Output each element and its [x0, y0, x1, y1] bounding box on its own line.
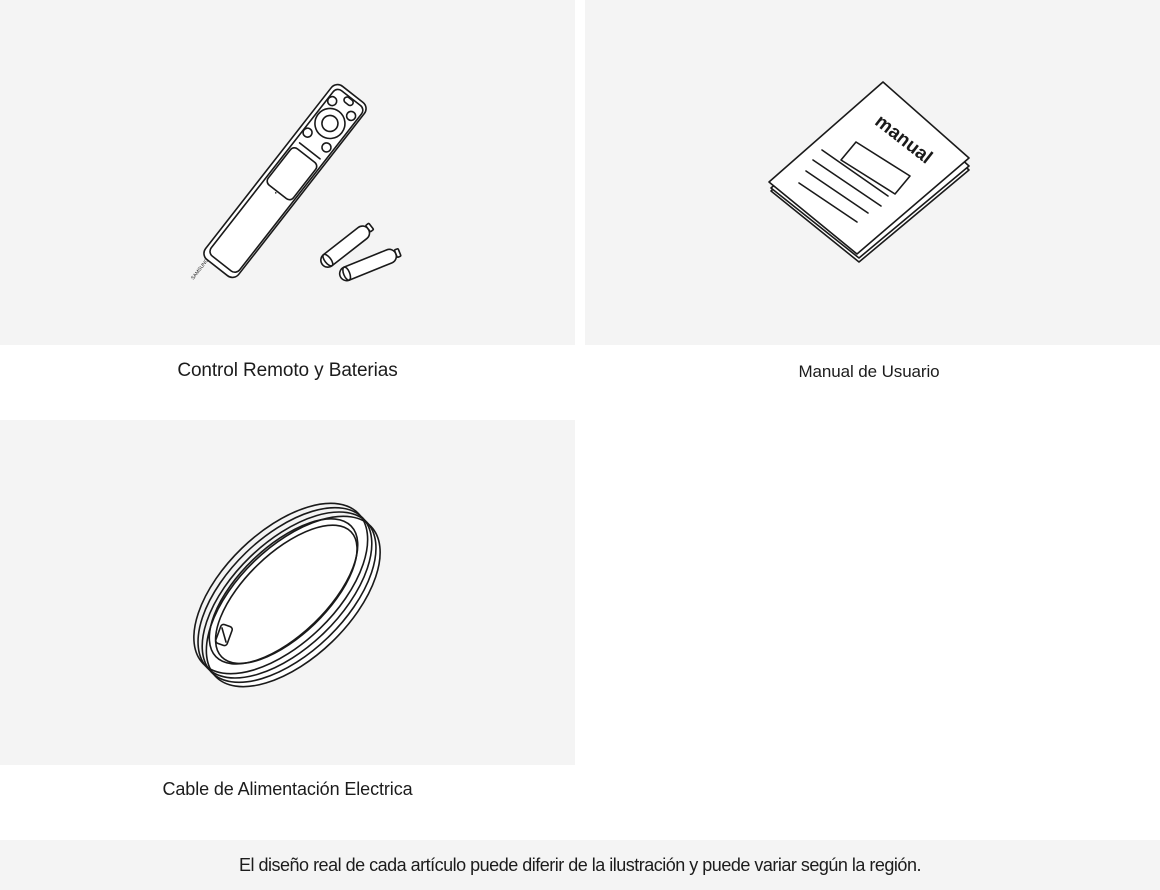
remote-brand-text: SAMSUNG	[190, 257, 211, 282]
remote-and-batteries-icon	[0, 0, 575, 345]
power-cable-icon	[0, 420, 575, 765]
manual-caption: Manual de Usuario	[798, 362, 940, 381]
manual-tile	[585, 0, 1160, 345]
manual-cover-text: manual	[870, 110, 937, 169]
cable-tile	[0, 420, 575, 765]
remote-caption: Control Remoto y Baterias	[177, 360, 398, 381]
user-manual-icon	[585, 0, 1160, 345]
cable-caption: Cable de Alimentación Electrica	[162, 779, 413, 799]
disclaimer-bar	[0, 840, 1160, 890]
disclaimer-text: El diseño real de cada artículo puede diferir de la ilustración y puede variar según la región.	[239, 854, 921, 875]
remote-tile	[0, 0, 575, 345]
